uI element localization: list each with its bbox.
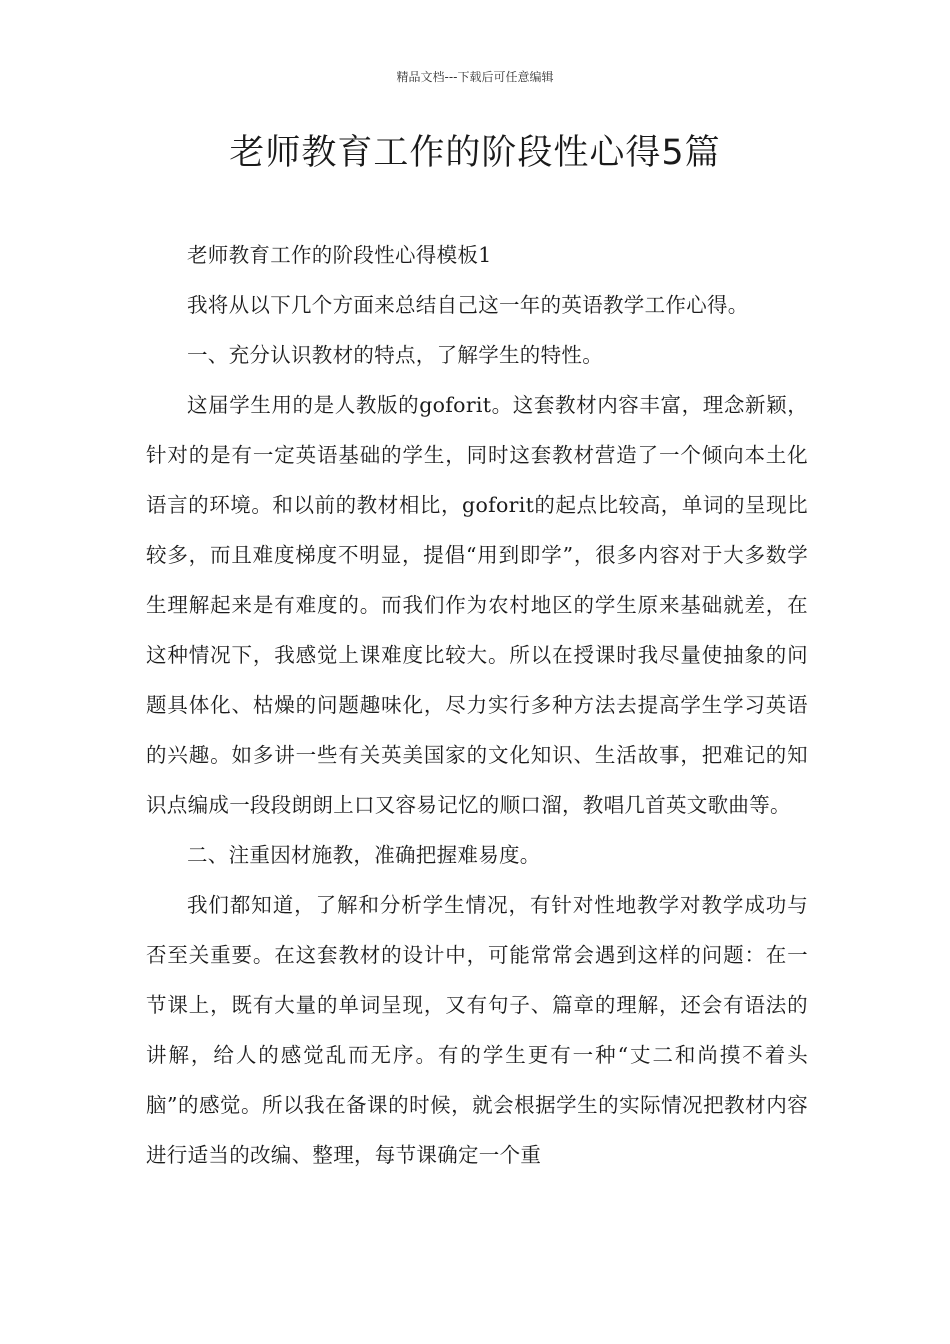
body-paragraph: 这届学生用的是人教版的goforit。这套教材内容丰富，理念新颖，针对的是有一定英语基础的学生，同时这套教材营造了一个倾向本土化语言的环境。和以前的教材相比，goforit的起点比较高，单词的呈现比较多，而且难度梯度不明显，提倡“用到即学”，很多内容对于大多数学生理解起来是有难度的。而我们作为农村地区的学生原来基础就差，在这种情况下，我感觉上课难度比较大。所以在授课时我尽量使抽象的问题具体化、枯燥的问题趣味化，尽力实行多种方法去提高学生学习英语的兴趣。如多讲一些有关英美国家的文化知识、生活故事，把难记的知识点编成一段段朗朗上口又容易记忆的顺口溜，教唱几首英文歌曲等。 <box>146 393 808 817</box>
document-title: 老师教育工作的阶段性心得5篇 <box>229 133 721 173</box>
page-header: 精品文档---下载后可任意编辑 <box>396 70 554 84</box>
document-body <box>146 230 808 1180</box>
body-paragraph: 我将从以下几个方面来总结自己这一年的英语教学工作心得。 <box>187 293 749 317</box>
body-paragraph: 二、注重因材施教，准确把握难易度。 <box>187 843 541 867</box>
body-paragraph: 一、充分认识教材的特点，了解学生的特性。 <box>187 343 603 367</box>
body-paragraph: 我们都知道，了解和分析学生情况，有针对性地教学对教学成功与否至关重要。在这套教材的设计中，可能常常会遇到这样的问题：在一节课上，既有大量的单词呈现，又有句子、篇章的理解，还会有语法的讲解，给人的感觉乱而无序。有的学生更有一种“丈二和尚摸不着头脑”的感觉。所以我在备课的时候，就会根据学生的实际情况把教材内容进行适当的改编、整理，每节课确定一个重 <box>146 893 808 1167</box>
body-paragraph: 老师教育工作的阶段性心得模板1 <box>187 243 492 267</box>
